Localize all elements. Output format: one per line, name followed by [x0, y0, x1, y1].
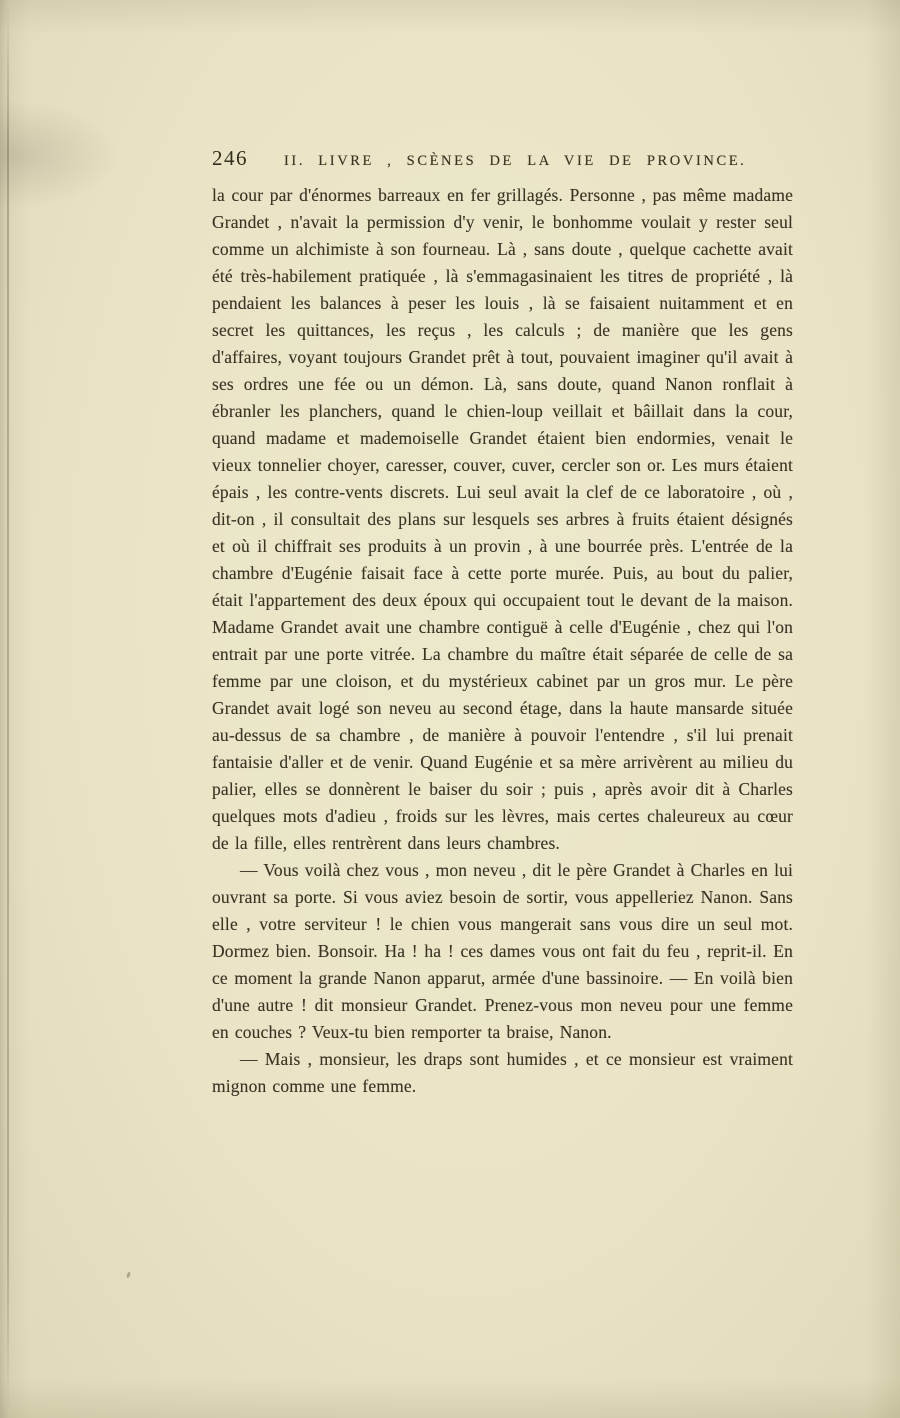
ink-speck: [126, 1272, 131, 1279]
body-text: [212, 182, 793, 1100]
paragraph-narrative: la cour par d'énormes barreaux en fer grillagés. Personne , pas même madame Grandet , n'avait la permission d'y venir, le bonhomme voulait y rester seul comme un alchimiste à son fourneau. Là , sans doute , quelque cachette avait été très-habilement pratiquée , là s'emmagasinaient les titres de propriété , là pendaient les balances à peser les louis , là se faisaient nuitamment et en secret les quittances, les reçus , les calculs ; de manière que les gens d'affaires, voyant toujours Grandet prêt à tout, pouvaient imaginer qu'il avait à ses ordres une fée ou un démon. Là, sans doute, quand Nanon ronflait à ébranler les planchers, quand le chien-loup veillait et bâillait dans la cour, quand madame et mademoiselle Grandet étaient bien endormies, venait le vieux tonnelier choyer, caresser, couver, cuver, cercler son or. Les murs étaient épais , les contre-vents discrets. Lui seul avait la clef de ce laboratoire , où , dit-on , il consultait des plans sur lesquels ses arbres à fruits étaient désignés et où il chiffrait ses produits à un provin , à une bourrée près. L'entrée de la chambre d'Eugénie faisait face à cette porte murée. Puis, au bout du palier, était l'appartement des deux époux qui occupaient tout le devant de la maison. Madame Grandet avait une chambre contiguë à celle d'Eugénie , chez qui l'on entrait par une porte vitrée. La chambre du maître était séparée de celle de sa femme par une cloison, et du mystérieux cabinet par un gros mur. Le père Grandet avait logé son neveu au second étage, dans la haute mansarde située au-dessus de sa chambre , de manière à pouvoir l'entendre , s'il lui prenait fantaisie d'aller et de venir. Quand Eugénie et sa mère arrivèrent au milieu du palier, elles se donnèrent le baiser du soir ; puis , après avoir dit à Charles quelques mots d'adieu , froids sur les lèvres, mais certes chaleureux au cœur de la fille, elles rentrèrent dans leurs chambres.: [212, 185, 793, 853]
paragraph-dialogue-nanon: — Mais , monsieur, les draps sont humides , et ce monsieur est vraiment mignon comme une femme.: [212, 1049, 793, 1096]
page-header: [212, 146, 793, 171]
scan-corner-smudge: [0, 100, 120, 210]
page-edge-shadow: [7, 0, 9, 1418]
running-title: II. LIVRE , SCÈNES DE LA VIE DE PROVINCE.: [284, 153, 747, 169]
text-block: [212, 146, 793, 1100]
paragraph-dialogue-grandet: — Vous voilà chez vous , mon neveu , dit le père Grandet à Charles en lui ouvrant sa porte. Si vous aviez besoin de sortir, vous appelleriez Nanon. Sans elle , votre serviteur ! le chien vous mangerait sans vous dire un seul mot. Dormez bien. Bonsoir. Ha ! ha ! ces dames vous ont fait du feu , reprit-il. En ce moment la grande Nanon apparut, armée d'une bassinoire. — En voilà bien d'une autre ! dit monsieur Grandet. Prenez-vous mon neveu pour une femme en couches ? Veux-tu bien remporter ta braise, Nanon.: [212, 860, 793, 1042]
page-number: 246: [212, 146, 248, 170]
